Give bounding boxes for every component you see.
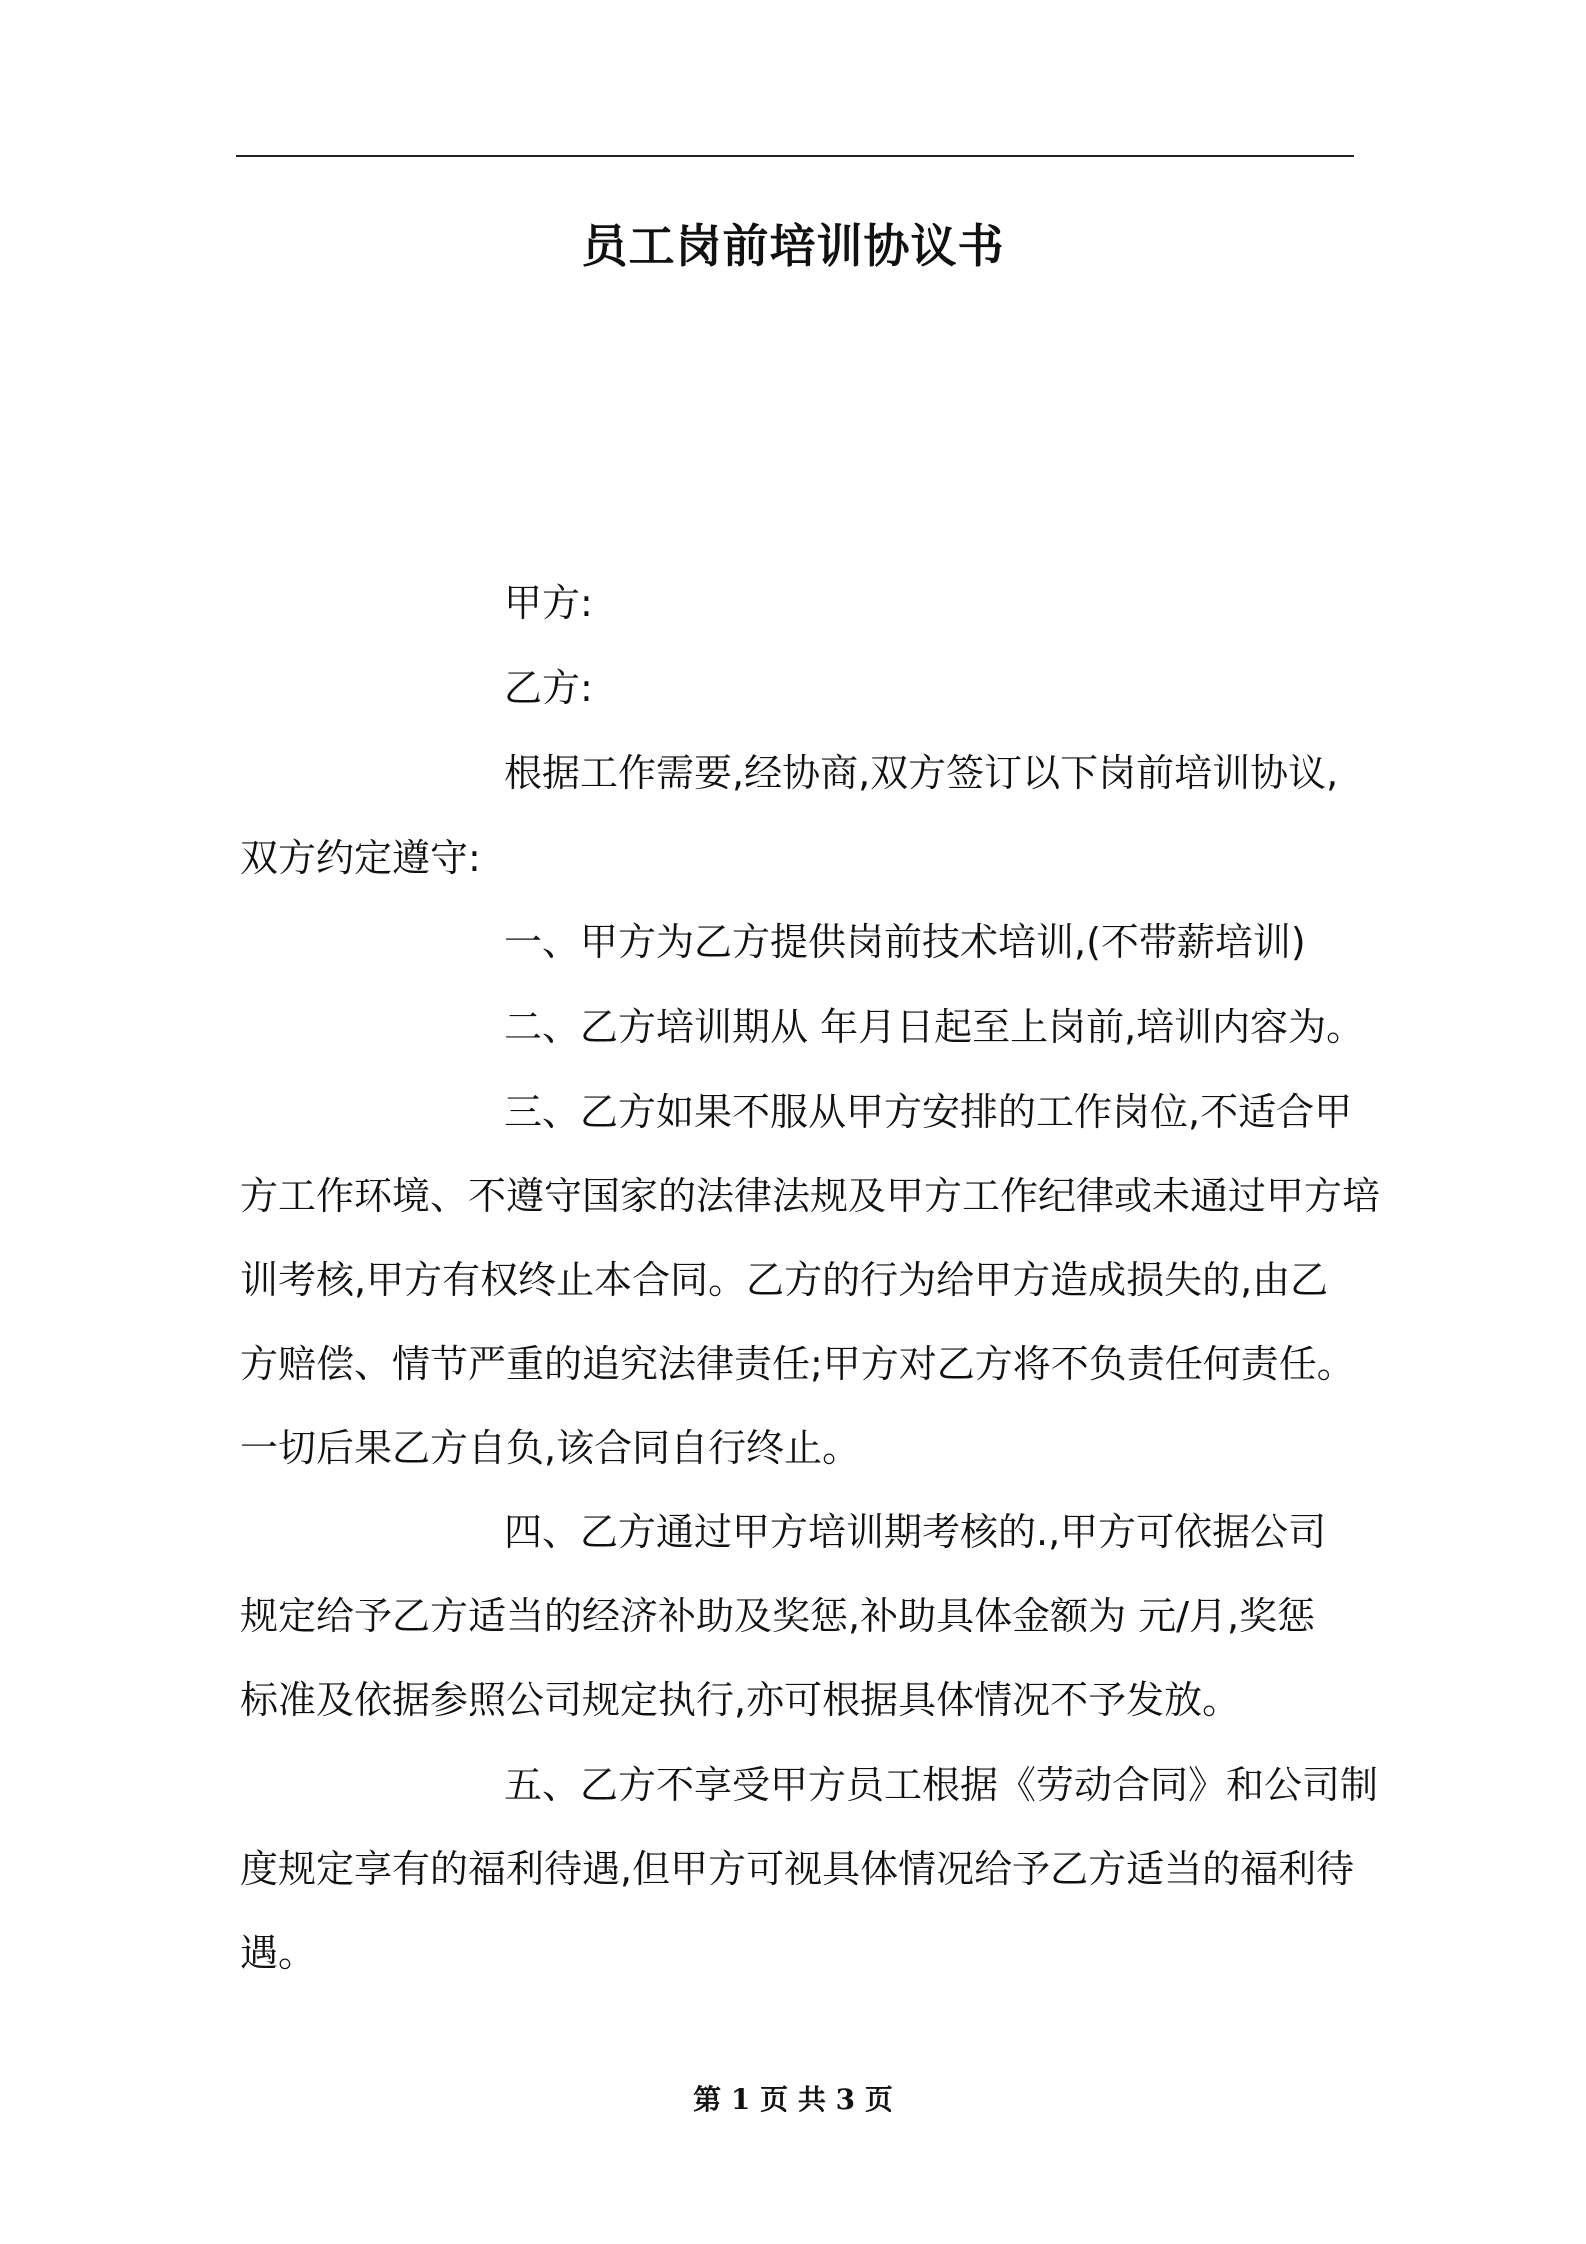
page-footer: 第 1 页 共 3 页 [693, 2083, 893, 2116]
header-rule [236, 155, 1354, 157]
clause-2: 二、乙方培训期从 年月日起至上岗前,培训内容为。 [504, 1005, 1365, 1049]
clause-5-line-3: 遇。 [240, 1931, 317, 1975]
intro-line-2: 双方约定遵守: [240, 836, 481, 880]
document-title: 员工岗前培训协议书 [581, 219, 1005, 273]
clause-4-line-1: 四、乙方通过甲方培训期考核的.,甲方可依据公司 [504, 1510, 1327, 1554]
clause-3-line-3: 训考核,甲方有权终止本合同。乙方的行为给甲方造成损失的,由乙 [240, 1258, 1329, 1302]
intro-line-1: 根据工作需要,经协商,双方签订以下岗前培训协议, [504, 751, 1339, 795]
clause-3-line-1: 三、乙方如果不服从甲方安排的工作岗位,不适合甲 [504, 1090, 1353, 1134]
clause-4-line-2: 规定给予乙方适当的经济补助及奖惩,补助具体金额为 元/月,奖惩 [240, 1594, 1316, 1638]
clause-5-line-1: 五、乙方不享受甲方员工根据《劳动合同》和公司制 [504, 1763, 1379, 1807]
clause-5-line-2: 度规定享有的福利待遇,但甲方可视具体情况给予乙方适当的福利待 [240, 1847, 1355, 1891]
clause-3-line-5: 一切后果乙方自负,该合同自行终止。 [240, 1426, 861, 1470]
clause-4-line-3: 标准及依据参照公司规定执行,亦可根据具体情况不予发放。 [240, 1678, 1241, 1722]
party-a-label: 甲方: [504, 581, 593, 625]
party-b-label: 乙方: [504, 666, 593, 710]
clause-1: 一、甲方为乙方提供岗前技术培训,(不带薪培训) [504, 920, 1306, 964]
clause-3-line-4: 方赔偿、情节严重的追究法律责任;甲方对乙方将不负责任何责任。 [240, 1342, 1355, 1386]
clause-3-line-2: 方工作环境、不遵守国家的法律法规及甲方工作纪律或未通过甲方培 [240, 1174, 1381, 1218]
